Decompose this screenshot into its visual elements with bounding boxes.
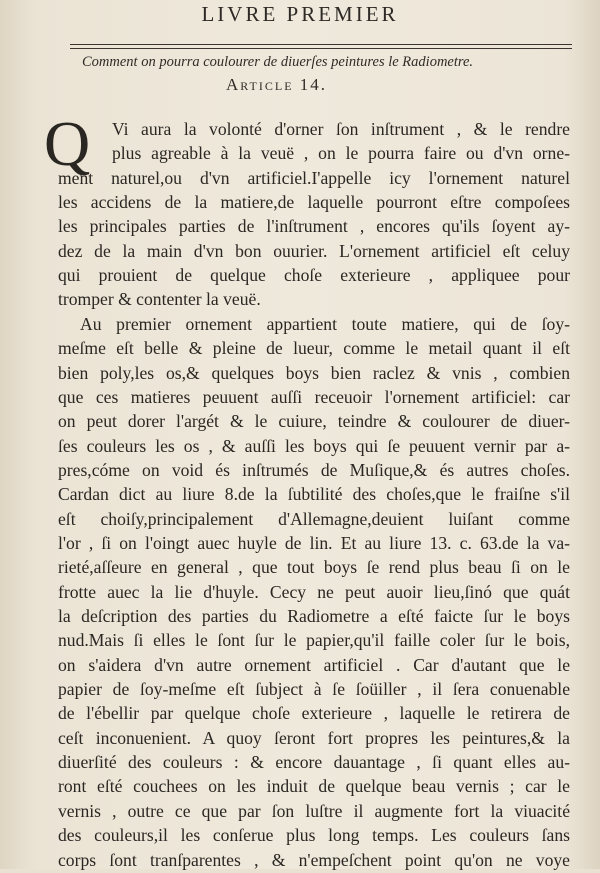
text-line: Cardan dict au liure 8.de la ſubtilité des choſes,que le fraiſne s'il: [58, 484, 570, 505]
text-line: l'or , ſi on l'oingt auec huyle de lin. Et au liure 13. c. 63.de la va-: [58, 532, 570, 553]
text-line: eſt choiſy,principalement d'Allemagne,deuient luiſant comme: [58, 508, 570, 529]
text-line: ment naturel,ou d'vn artificiel.I'appelle icy l'ornement naturel: [58, 167, 570, 188]
text-line: de l'ébellir par quelque choſe exterieure , laquelle le retirera de: [58, 703, 570, 724]
text-line: dez de la main d'vn bon ouurier. L'ornement artificiel eſt celuy: [58, 240, 570, 261]
text-line: les accidens de la matiere,de laquelle pourront eſtre compoſees: [58, 192, 570, 213]
text-line: diuerſité des couleurs : & encore dauantage , ſi quant elles au-: [58, 752, 570, 773]
text-line: ront eſté couchees on les induit de quelque beau vernis ; car le: [58, 776, 570, 797]
text-line: nud.Mais ſi elles le ſont ſur le papier,qu'il faille coler ſur le bois,: [58, 630, 570, 651]
text-line: Au premier ornement appartient toute matiere, qui de ſoy-: [80, 313, 570, 334]
text-line: tromper & contenter la veuë.: [58, 289, 261, 310]
header-rule: [70, 44, 572, 45]
text-line: ceſt inconuenient. A quoy ſeront fort propres les peintures,& la: [58, 727, 570, 748]
text-line: frotte auec la lie d'huyle. Cecy ne peut auoir lieu,ſinó que quát: [58, 581, 570, 602]
text-line: papier de ſoy-meſme eſt ſubject à ſe ſoüiller , il ſera conuenable: [58, 679, 570, 700]
text-line: corps ſont tranſparentes , & n'empeſchent point qu'on ne voye: [58, 849, 570, 870]
text-line: meſme eſt belle & pleine de lueur, comme le metail quant il eſt: [58, 338, 570, 359]
running-title: LIVRE PREMIER: [201, 2, 399, 26]
text-line: vernis , outre ce que par ſon luſtre il augmente fort la viuacité: [58, 800, 570, 821]
chapter-title: Comment on pourra coulourer de diuerſes peintures le Radiometre.: [82, 54, 474, 70]
text-line: Vi aura la volonté d'orner ſon inſtrument , & le rendre: [112, 119, 570, 139]
header-rule-thin: [70, 48, 572, 49]
drop-cap: Q: [44, 108, 91, 179]
text-line: pres,cóme on void és inſtrumés de Muſique,& és autres choſes.: [58, 459, 570, 480]
text-line: ſes couleurs les os , & auſſi les boys qui ſe peuuent vernir par a-: [58, 435, 570, 456]
text-line: la deſcription des parties du Radiometre a eſté faicte ſur le boys: [58, 606, 570, 626]
text-line: on s'aidera d'vn autre ornement artificiel . Car d'autant que le: [58, 654, 570, 675]
text-line: que ces matieres peuuent auſſi receuoir l'ornement artificiel: car: [58, 386, 570, 407]
text-line: bien poly,les os,& quelques boys bien raclez & vnis , combien: [58, 362, 570, 383]
article-heading: Article 14.: [226, 75, 328, 94]
text-line: des couleurs,il les conſerue plus long temps. Les couleurs ſans: [58, 825, 570, 846]
text-line: qui prouient de quelque choſe exterieure , appliquee pour: [58, 265, 570, 286]
text-line: on peut dorer l'argét & le cuiure, teindre & coulourer de diuer-: [58, 411, 570, 432]
text-line: plus agreable à la veuë , on le pourra faire ou d'vn orne-: [112, 143, 570, 164]
text-line: les principales parties de l'inſtrument , encores qu'ils ſoyent ay-: [58, 216, 570, 237]
text-line: rieté,aſſeure en general , que tout boys ſe rend plus beau ſi on le: [58, 557, 570, 578]
